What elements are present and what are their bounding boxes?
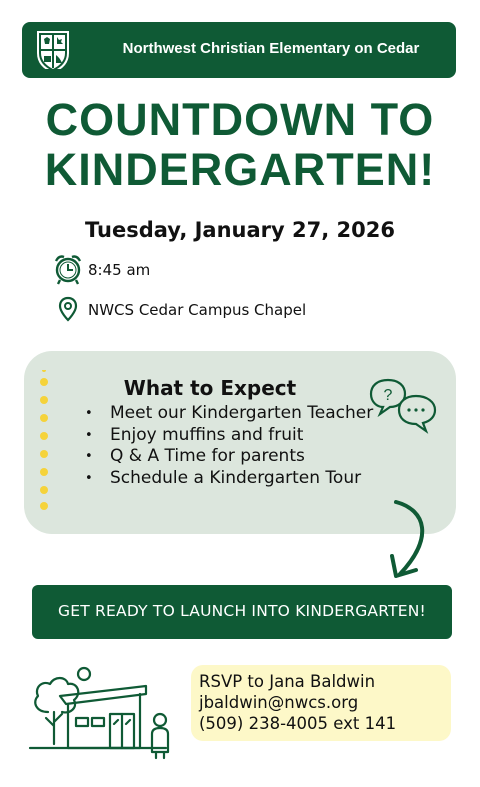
map-pin-icon: [58, 296, 78, 322]
page-title: [20, 95, 460, 195]
decorative-dots: [36, 370, 52, 510]
list-item: • Enjoy muffins and fruit: [84, 425, 384, 447]
curved-arrow-icon: [384, 496, 436, 582]
alarm-clock-icon: [53, 253, 83, 285]
svg-text:?: ?: [383, 387, 393, 404]
school-crest-logo: [33, 27, 73, 75]
list-item: • Schedule a Kindergarten Tour: [84, 468, 384, 490]
launch-banner-text: GET READY TO LAUNCH INTO KINDERGARTEN!: [58, 602, 426, 620]
expect-list: [84, 403, 384, 489]
chat-bubbles-icon: [368, 376, 440, 438]
event-date: Tuesday, January 27, 2026: [85, 218, 395, 242]
list-item: • Meet our Kindergarten Teacher: [84, 403, 384, 425]
expect-heading: What to Expect: [123, 376, 297, 400]
event-time: 8:45 am: [88, 261, 151, 279]
list-item: • Q & A Time for parents: [84, 446, 384, 468]
title-line-1: COUNTDOWN TO: [45, 94, 435, 145]
rsvp-email: jbaldwin@nwcs.org: [199, 693, 359, 712]
rsvp-contact-name: RSVP to Jana Baldwin: [199, 672, 376, 691]
school-name: Northwest Christian Elementary on Cedar: [122, 40, 420, 57]
event-location: NWCS Cedar Campus Chapel: [88, 301, 307, 319]
title-line-2: KINDERGARTEN!: [44, 144, 436, 195]
rsvp-phone: (509) 238-4005 ext 141: [199, 714, 397, 733]
school-building-icon: [26, 664, 178, 760]
